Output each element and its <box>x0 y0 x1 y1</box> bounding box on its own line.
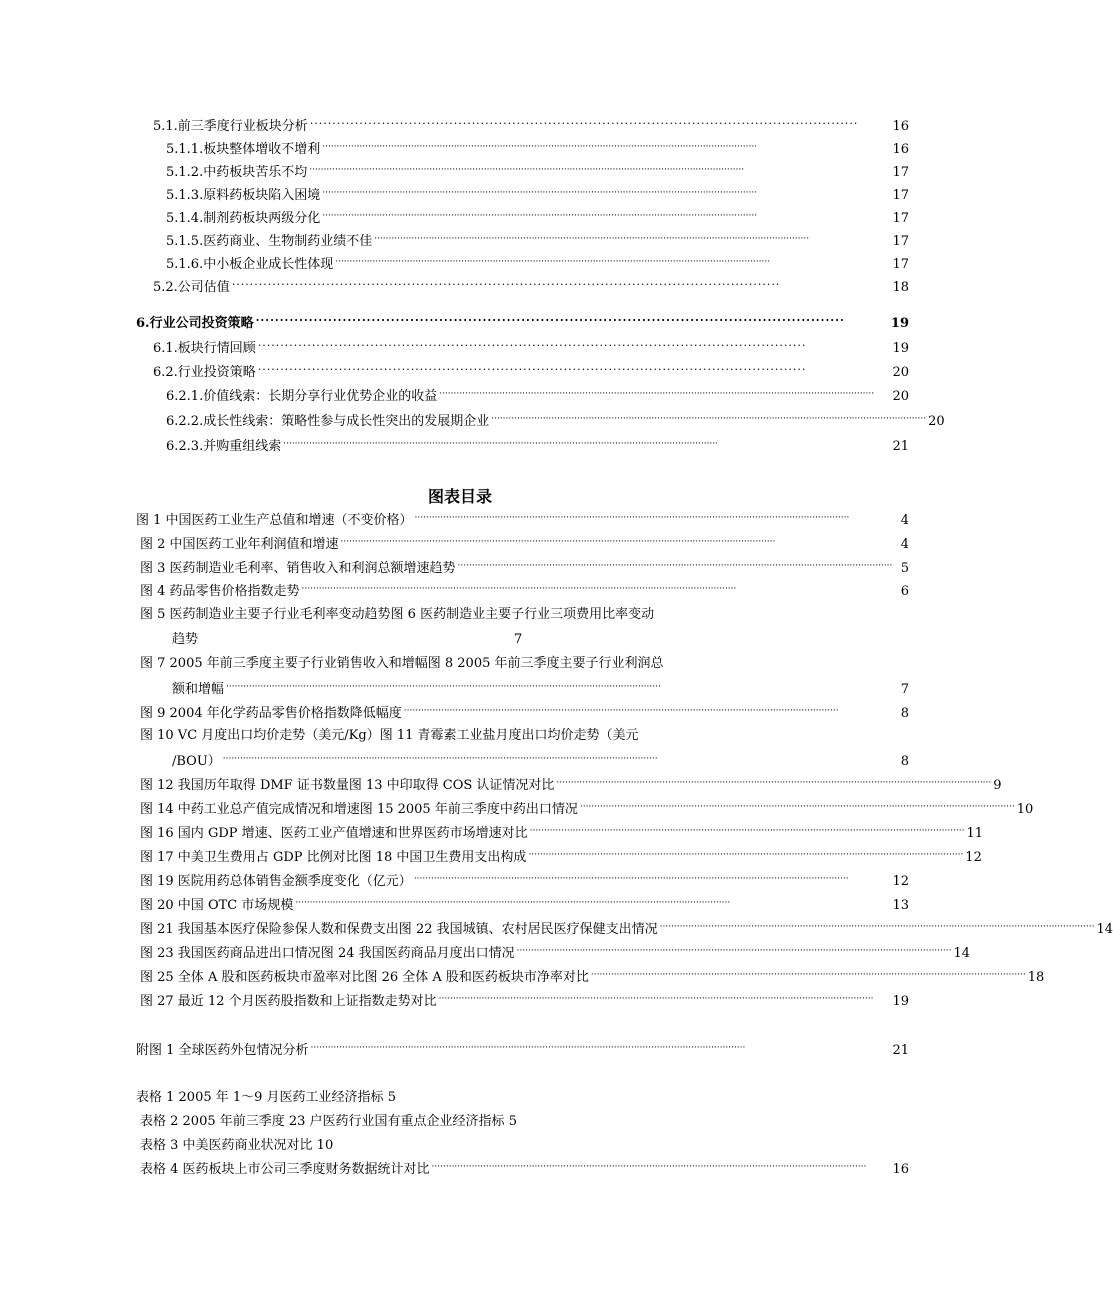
figure-entry-text: 图 21 我国基本医疗保险参保人数和保费支出图 22 我国城镇、农村居民医疗保健支出情况 <box>140 922 658 937</box>
toc-entry-text: 6.2.3.并购重组线索 <box>166 439 282 454</box>
table-entry-page: 16 <box>892 1162 909 1177</box>
toc-entry[interactable] <box>166 160 909 182</box>
toc-entry[interactable] <box>153 336 909 358</box>
table-entry[interactable] <box>140 1157 909 1179</box>
leader-dots: ························································································································································ <box>322 142 758 152</box>
figure-entry-continuation: 趋势 <box>172 632 199 647</box>
appendix-entry[interactable] <box>136 1038 909 1060</box>
toc-entry[interactable] <box>166 252 909 274</box>
figure-entry-text: 图 14 中药工业总产值完成情况和增速图 15 2005 年前三季度中药出口情况 <box>140 802 578 817</box>
figure-entry-page: 14 <box>953 946 971 961</box>
figure-entry-text: 图 2 中国医药工业年利润值和增速 <box>140 537 339 552</box>
figure-entry-text: 图 9 2004 年化学药品零售价格指数降低幅度 <box>140 706 402 721</box>
toc-entry-text: 5.1.前三季度行业板块分析 <box>153 119 308 134</box>
leader-dots: ·························································································································· <box>255 314 845 327</box>
leader-dots: ·························································································································· <box>257 363 807 376</box>
toc-entry-text: 6.2.行业投资策略 <box>153 365 256 380</box>
toc-entry-page: 18 <box>892 280 909 295</box>
figure-entry-page: 10 <box>1016 802 1034 817</box>
leader-dots: ························································································································································ <box>414 513 850 523</box>
toc-entry-text: 5.1.6.中小板企业成长性体现 <box>166 257 334 272</box>
leader-dots: ························································································································································ <box>283 439 719 449</box>
figure-entry-text: 图 12 我国历年取得 DMF 证书数量图 13 中印取得 COS 认证情况对比 <box>140 778 555 793</box>
leader-dots: ························································································································································ <box>529 826 965 836</box>
leader-dots: ························································································································································ <box>322 188 758 198</box>
toc-entry[interactable] <box>166 434 909 456</box>
figure-entry-page: 5 <box>900 561 909 576</box>
figure-entry-page: 7 <box>514 632 523 647</box>
figure-entry-text: 图 19 医院用药总体销售金额季度变化（亿元） <box>140 874 412 889</box>
figure-entry[interactable] <box>140 869 909 891</box>
table-entry[interactable]: 表格 2 2005 年前三季度 23 户医药行业国有重点企业经济指标 5 <box>140 1114 517 1129</box>
toc-chapter-entry[interactable] <box>136 311 909 333</box>
toc-entry-text: 6.行业公司投资策略 <box>136 316 254 331</box>
leader-dots: ·························································································································· <box>309 117 859 130</box>
figure-entry[interactable] <box>140 845 982 867</box>
leader-dots: ························································································································································ <box>340 537 776 547</box>
figure-entry-text: 图 1 中国医药工业生产总值和增速（不变价格） <box>136 513 413 528</box>
figure-entry-page: 4 <box>900 513 909 528</box>
leader-dots: ························································································································································ <box>556 778 992 788</box>
toc-entry-text: 5.1.5.医药商业、生物制药业绩不佳 <box>166 234 373 249</box>
toc-entry-text: 5.1.1.板块整体增收不增利 <box>166 142 321 157</box>
table-entry-text: 表格 4 医药板块上市公司三季度财务数据统计对比 <box>140 1162 430 1177</box>
leader-dots: ························································································································································ <box>335 257 771 267</box>
appendix-entry-page: 21 <box>892 1043 909 1058</box>
appendix-entry-text: 附图 1 全球医药外包情况分析 <box>136 1043 309 1058</box>
leader-dots: ························································································································································ <box>226 682 661 692</box>
figure-entry[interactable] <box>140 989 909 1011</box>
figure-entry-continuation: 额和增幅 <box>172 682 225 697</box>
toc-entry[interactable] <box>166 229 909 251</box>
figure-entry-page: 4 <box>900 537 909 552</box>
table-entry[interactable]: 表格 3 中美医药商业状况对比 10 <box>140 1138 334 1153</box>
leader-dots: ·························································································································· <box>257 339 807 352</box>
toc-entry-text: 5.2.公司估值 <box>153 280 230 295</box>
figure-entry-page: 8 <box>900 706 909 721</box>
figure-entry-text: 图 27 最近 12 个月医药股指数和上证指数走势对比 <box>140 994 437 1009</box>
leader-dots: ························································································································································ <box>403 706 839 716</box>
table-entry[interactable]: 表格 1 2005 年 1～9 月医药工业经济指标 5 <box>136 1090 396 1105</box>
toc-entry-page: 21 <box>892 439 909 454</box>
figure-entry-page: 13 <box>892 898 909 913</box>
figure-entry[interactable] <box>140 917 1113 939</box>
figure-entry[interactable] <box>140 701 909 723</box>
figure-entry[interactable] <box>172 677 909 699</box>
toc-entry-text: 6.2.1.价值线索：长期分享行业优势企业的收益 <box>166 389 438 404</box>
figure-entry[interactable] <box>172 749 909 771</box>
figure-entry-text[interactable]: 图 7 2005 年前三季度主要子行业销售收入和增幅图 8 2005 年前三季度主要子行业利润总 <box>140 656 664 671</box>
leader-dots: ························································································································································ <box>457 561 893 571</box>
figure-entry-page: 6 <box>900 584 909 599</box>
leader-dots: ·························································································································· <box>231 278 781 291</box>
toc-entry[interactable] <box>153 114 909 136</box>
leader-dots: ························································································································································ <box>439 389 875 399</box>
figure-entry-page: 14 <box>1096 922 1113 937</box>
toc-entry-page: 16 <box>892 142 909 157</box>
toc-entry[interactable] <box>153 275 909 297</box>
toc-entry[interactable] <box>166 183 909 205</box>
figure-entry-text: 图 16 国内 GDP 增速、医药工业产值增速和世界医药市场增速对比 <box>140 826 528 841</box>
figure-entry[interactable] <box>140 532 909 554</box>
toc-entry-page: 17 <box>892 188 909 203</box>
leader-dots: ························································································································································ <box>374 234 810 244</box>
toc-entry-page: 20 <box>892 365 909 380</box>
toc-entry-text: 5.1.4.制剂药板块两级分化 <box>166 211 321 226</box>
figure-entry-page: 12 <box>892 874 909 889</box>
toc-entry-page: 17 <box>892 211 909 226</box>
toc-entry[interactable] <box>166 137 909 159</box>
leader-dots: ························································································································································ <box>579 802 1015 812</box>
toc-entry-page: 20 <box>892 389 909 404</box>
toc-entry-page: 17 <box>892 257 909 272</box>
toc-entry-page: 17 <box>892 165 909 180</box>
figure-entry[interactable] <box>140 579 909 601</box>
toc-entry[interactable] <box>153 360 909 382</box>
toc-entry[interactable] <box>166 206 909 228</box>
figure-entry[interactable] <box>140 821 984 843</box>
leader-dots: ························································································································································ <box>590 970 1026 980</box>
leader-dots: ························································································································································ <box>222 754 658 764</box>
leader-dots: ························································································································································ <box>310 1043 746 1053</box>
figure-entry-text: 图 4 药品零售价格指数走势 <box>140 584 300 599</box>
figure-entry-text: 图 25 全体 A 股和医药板块市盈率对比图 26 全体 A 股和医药板块市净率对比 <box>140 970 589 985</box>
toc-entry-page: 19 <box>892 341 909 356</box>
figure-entry-page: 12 <box>965 850 982 865</box>
figures-list-title: 图表目录 <box>427 487 492 506</box>
figure-entry[interactable] <box>140 773 1002 795</box>
leader-dots: ························································································································································ <box>295 898 731 908</box>
toc-entry-page: 19 <box>890 316 909 331</box>
leader-dots: ························································································································································ <box>528 850 964 860</box>
figure-entry[interactable] <box>140 556 909 578</box>
leader-dots: ························································································································································ <box>413 874 849 884</box>
figure-entry[interactable] <box>140 797 1034 819</box>
leader-dots: ························································································································································ <box>301 584 737 594</box>
figure-entry-page: 7 <box>900 682 909 697</box>
figure-entry-text: 图 23 我国医药商品进出口情况图 24 我国医药商品月度出口情况 <box>140 946 515 961</box>
toc-entry[interactable] <box>166 409 945 431</box>
toc-entry-text: 6.1.板块行情回顾 <box>153 341 256 356</box>
figure-entry-page: 19 <box>892 994 909 1009</box>
leader-dots: ························································································································································ <box>309 165 745 175</box>
leader-dots: ························································································································································ <box>322 211 758 221</box>
figure-entry[interactable] <box>140 965 1045 987</box>
toc-entry[interactable] <box>166 384 909 406</box>
figure-entry-continuation: /BOU） <box>172 754 221 769</box>
figure-entry-text: 图 17 中美卫生费用占 GDP 比例对比图 18 中国卫生费用支出构成 <box>140 850 527 865</box>
toc-entry-page: 16 <box>892 119 909 134</box>
figure-entry[interactable] <box>140 893 909 915</box>
figure-entry-page: 9 <box>993 778 1002 793</box>
leader-dots: ························································································································································ <box>491 414 927 424</box>
figure-entry-page: 8 <box>900 754 909 769</box>
figure-entry-text: 图 3 医药制造业毛利率、销售收入和利润总额增速趋势 <box>140 561 456 576</box>
figure-entry-text: 图 20 中国 OTC 市场规模 <box>140 898 294 913</box>
figure-entry-text[interactable]: 图 5 医药制造业主要子行业毛利率变动趋势图 6 医药制造业主要子行业三项费用比率变动 <box>140 607 655 622</box>
toc-entry-page: 20 <box>928 414 945 429</box>
figure-entry[interactable] <box>140 941 971 963</box>
toc-entry-text: 5.1.2.中药板块苦乐不均 <box>166 165 308 180</box>
figure-entry-page: 11 <box>966 826 984 841</box>
toc-entry-page: 17 <box>892 234 909 249</box>
toc-entry-text: 6.2.2.成长性线索：策略性参与成长性突出的发展期企业 <box>166 414 490 429</box>
leader-dots: ························································································································································ <box>516 946 952 956</box>
leader-dots: ························································································································································ <box>431 1162 867 1172</box>
leader-dots: ························································································································································ <box>659 922 1095 932</box>
toc-entry-text: 5.1.3.原料药板块陷入困境 <box>166 188 321 203</box>
figure-entry[interactable] <box>136 508 909 530</box>
leader-dots: ························································································································································ <box>438 994 874 1004</box>
figure-entry-text[interactable]: 图 10 VC 月度出口均价走势（美元/Kg）图 11 青霉素工业盐月度出口均价走势（美元 <box>140 728 639 743</box>
figure-entry-page: 18 <box>1027 970 1045 985</box>
